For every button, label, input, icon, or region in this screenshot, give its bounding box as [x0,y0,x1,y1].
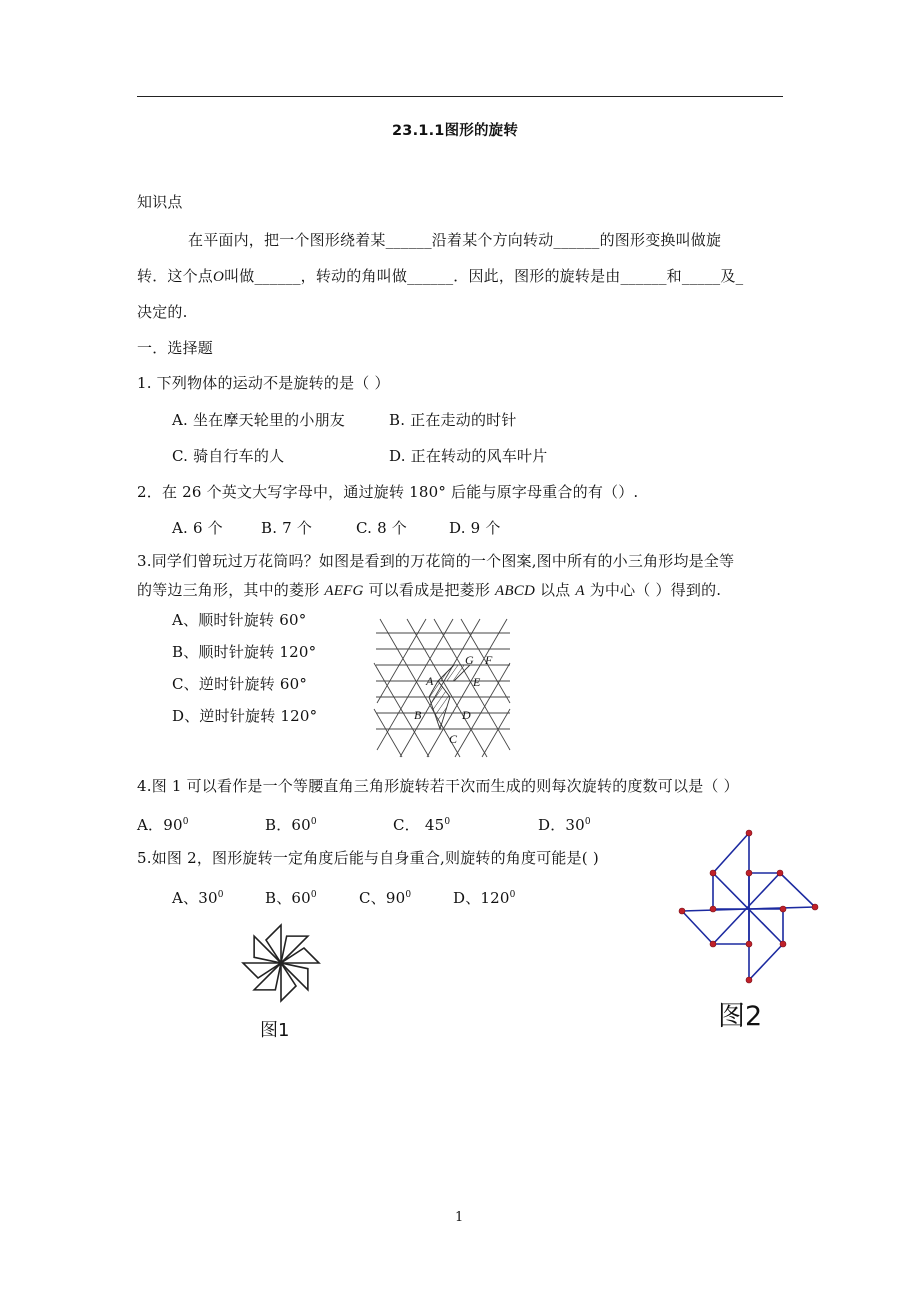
q1-option-b: B. 正在走动的时针 [389,411,517,429]
knowledge-line-1: 在平面内，把一个图形绕着某______沿着某个方向转动______的图形变换叫做旋 [188,231,722,249]
q4-option-c: C． $45^0$ [393,816,451,834]
label-a: A [426,674,434,688]
q3-option-d: D、逆时针旋转 120° [172,707,318,725]
kaleidoscope-figure [374,619,514,759]
label-e: E [473,675,481,689]
q4-option-b: B．$60^0$ [265,816,317,834]
q1-option-c: C. 骑自行车的人 [172,447,285,465]
q5-stem: 5.如图 2，图形旋转一定角度后能与自身重合,则旋转的角度可能是( ) [137,849,599,867]
figure-1-pinwheel [233,917,329,1013]
knowledge-heading: 知识点 [137,193,183,211]
q3-option-c: C、逆时针旋转 60° [172,675,308,693]
q2-option-c: C. 8 个 [356,519,407,537]
q1-stem: 1. 下列物体的运动不是旋转的是（ ） [137,374,390,392]
label-b: B [414,708,422,722]
label-g: G [465,653,474,667]
q4-option-d: D．$30^0$ [538,816,591,834]
q2-stem: 2．在 26 个英文大写字母中，通过旋转 180° 后能与原字母重合的有（）. [137,483,639,501]
knowledge-line-3: 决定的. [137,303,188,321]
q5-option-d: D、$120^0$ [453,889,516,907]
point-o: O [213,269,225,285]
q5-option-a: A、$30^0$ [172,889,224,907]
q1-option-d: D. 正在转动的风车叶片 [389,447,548,465]
q1-option-a: A. 坐在摩天轮里的小朋友 [172,411,345,429]
section-heading: 一．选择题 [137,339,214,357]
q5-option-c: C、$90^0$ [359,889,412,907]
q3-line-1: 3.同学们曾玩过万花筒吗？如图是看到的万花筒的一个图案,图中所有的小三角形均是全等 [137,552,735,570]
q3-option-b: B、顺时针旋转 120° [172,643,317,661]
header-rule [137,96,783,97]
label-f: F [485,653,493,667]
figure-1-caption: 图1 [260,1020,290,1041]
page-title: 23.1.1图形的旋转 [392,123,519,139]
q4-option-a: A．$90^0$ [137,816,189,834]
figure-2-pinwheel [672,828,828,990]
label-d: D [462,708,471,722]
q2-option-a: A. 6 个 [172,519,223,537]
q2-option-b: B. 7 个 [261,519,313,537]
q3-option-a: A、顺时针旋转 60° [172,611,307,629]
figure-2-caption: 图2 [718,1001,763,1032]
q3-line-2: 的等边三角形，其中的菱形 AEFG 可以看成是把菱形 ABCD 以点 A 为中心（ ）得到的. [137,581,722,599]
q4-stem: 4.图 1 可以看作是一个等腰直角三角形旋转若干次而生成的则每次旋转的度数可以是（ ） [137,777,739,795]
page-number: 1 [455,1210,464,1225]
knowledge-line-2: 转．这个点O叫做______，转动的角叫做______．因此，图形的旋转是由______和_____及_ [137,267,744,285]
label-c: C [449,732,458,746]
q5-option-b: B、$60^0$ [265,889,317,907]
q2-option-d: D. 9 个 [449,519,501,537]
